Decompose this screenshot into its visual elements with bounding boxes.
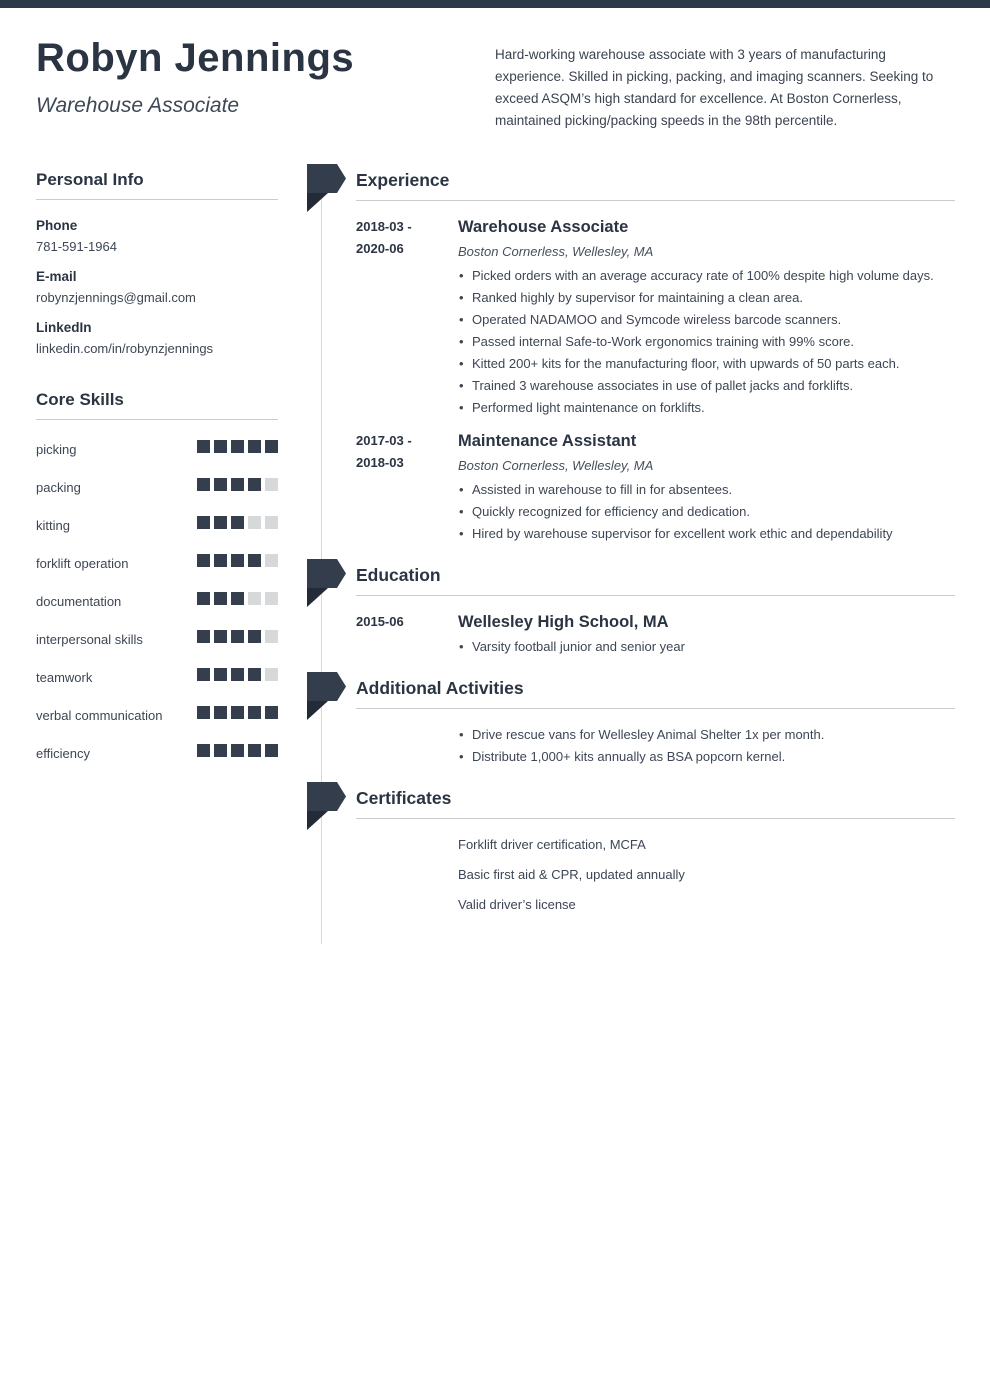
certificate-line: Forklift driver certification, MCFA (458, 837, 646, 852)
entry-date-range (356, 216, 458, 419)
entry-bullet: • Ranked highly by supervisor for maintaining a clean area. (458, 287, 955, 309)
personal-info-item (36, 218, 278, 254)
entry-date-start: 2018-03 - (356, 219, 412, 234)
skill-level-square (231, 592, 244, 605)
skill-level-indicator (197, 744, 278, 757)
entry-bullet: • Operated NADAMOO and Symcode wireless barcode scanners. (458, 309, 955, 331)
skill-label: verbal communication (36, 708, 163, 723)
skill-level-square (265, 516, 278, 529)
entry (356, 216, 955, 419)
skill-level-square (248, 554, 261, 567)
skill-level-square (265, 706, 278, 719)
entry-bullet-list (458, 479, 955, 545)
skill-level-square (265, 668, 278, 681)
skill-level-indicator (197, 592, 278, 605)
entry-bullet: • Assisted in warehouse to fill in for absentees. (458, 479, 955, 501)
entry-bullet: • Distribute 1,000+ kits annually as BSA popcorn kernel. (458, 746, 955, 768)
skill-level-indicator (197, 554, 278, 567)
entry-date-end: 2018-03 (356, 455, 404, 470)
section-flag-icon (307, 559, 347, 607)
skill-level-square (197, 440, 210, 453)
skill-level-square (231, 706, 244, 719)
skill-level-square (197, 516, 210, 529)
main-content (321, 170, 955, 944)
skill-level-square (248, 706, 261, 719)
skill-label: picking (36, 442, 77, 457)
skill-level-square (197, 478, 210, 491)
section-additional-activities (356, 678, 955, 768)
personal-info-heading: Personal Info (36, 170, 278, 200)
entry-bullet: • Quickly recognized for efficiency and dedication. (458, 501, 955, 523)
entry-bullet: • Hired by warehouse supervisor for excellent work ethic and dependability (458, 523, 955, 545)
entry-title: Warehouse Associate (458, 218, 629, 236)
entry-title: Maintenance Assistant (458, 432, 637, 450)
skill-level-square (231, 478, 244, 491)
section-heading: Additional Activities (356, 678, 955, 709)
entry-bullet: • Picked orders with an average accuracy rate of 100% despite high volume days. (458, 265, 955, 287)
personal-info-label: Phone (36, 218, 78, 233)
entry-date-start: 2015-06 (356, 614, 404, 629)
skill-row (36, 592, 278, 611)
entry-date-end: 2020-06 (356, 241, 404, 256)
entry-bullet: • Kitted 200+ kits for the manufacturing floor, with upwards of 50 parts each. (458, 353, 955, 375)
skill-row (36, 630, 278, 649)
skill-level-indicator (197, 668, 278, 681)
skill-level-square (231, 440, 244, 453)
personal-info-value: linkedin.com/in/robynzjennings (36, 341, 214, 356)
skill-label: packing (36, 480, 81, 495)
entry-bullet: • Passed internal Safe-to-Work ergonomics training with 99% score. (458, 331, 955, 353)
skill-level-square (248, 516, 261, 529)
personal-info-item (36, 320, 278, 356)
skill-label: teamwork (36, 670, 93, 685)
entry-title: Wellesley High School, MA (458, 613, 669, 631)
professional-summary: Hard-working warehouse associate with 3 years of manufacturing experience. Skilled in picking, packing, and imaging scanners. Seeking to exceed ASQM’s high standard for excellence. At Boston Cornerless, maintained picking/packing speeds in the 98th percentile. (495, 47, 934, 128)
skill-level-square (214, 478, 227, 491)
section-flag-icon (307, 782, 347, 830)
certificate-line: Valid driver’s license (458, 897, 576, 912)
skill-level-square (214, 554, 227, 567)
skill-level-square (265, 744, 278, 757)
entry-content (458, 834, 955, 924)
skill-level-square (197, 630, 210, 643)
skill-level-square (197, 706, 210, 719)
section-certificates (356, 788, 955, 924)
skill-level-indicator (197, 478, 278, 491)
skill-level-square (214, 706, 227, 719)
skill-level-square (248, 592, 261, 605)
section-body (356, 819, 955, 924)
skill-level-square (231, 744, 244, 757)
sidebar (36, 170, 278, 944)
entry-bullet: • Varsity football junior and senior year (458, 636, 955, 658)
entry-date-range (356, 430, 458, 545)
skill-level-indicator (197, 706, 278, 719)
entry (356, 724, 955, 768)
section-education (356, 565, 955, 658)
entry-date-range (356, 724, 458, 768)
skill-level-square (197, 554, 210, 567)
skill-level-square (248, 440, 261, 453)
skill-label: documentation (36, 594, 122, 609)
entry-bullet-list (458, 724, 955, 768)
entry-content (458, 611, 955, 658)
section-body (356, 709, 955, 768)
resume-header (0, 8, 990, 132)
skill-level-square (265, 440, 278, 453)
entry-bullet: • Trained 3 warehouse associates in use of pallet jacks and forklifts. (458, 375, 955, 397)
header-identity (36, 36, 476, 132)
skill-row (36, 706, 278, 725)
skill-level-indicator (197, 516, 278, 529)
skill-level-indicator (197, 630, 278, 643)
skill-level-square (265, 592, 278, 605)
personal-info-value: robynzjennings@gmail.com (36, 290, 196, 305)
section-flag-icon (307, 164, 347, 212)
top-accent-bar (0, 0, 990, 8)
entry-date-range (356, 834, 458, 924)
skill-level-square (248, 630, 261, 643)
person-job-title: Warehouse Associate (36, 94, 240, 117)
skill-level-square (231, 516, 244, 529)
skill-label: kitting (36, 518, 70, 533)
section-heading: Certificates (356, 788, 955, 819)
skill-row (36, 668, 278, 687)
section-flag-icon (307, 672, 347, 720)
skill-label: forklift operation (36, 556, 129, 571)
entry-subtitle: Boston Cornerless, Wellesley, MA (458, 244, 654, 259)
section-body (356, 201, 955, 545)
personal-info-label: E-mail (36, 269, 77, 284)
entry-bullet: • Drive rescue vans for Wellesley Animal Shelter 1x per month. (458, 724, 955, 746)
skill-level-square (265, 478, 278, 491)
skill-label: interpersonal skills (36, 632, 143, 647)
entry (356, 430, 955, 545)
skill-level-square (214, 440, 227, 453)
entry-content (458, 216, 955, 419)
skill-label: efficiency (36, 746, 90, 761)
certificate-line: Basic first aid & CPR, updated annually (458, 867, 685, 882)
section-body (356, 596, 955, 658)
skill-level-indicator (197, 440, 278, 453)
entry-bullet-list (458, 636, 955, 658)
skill-level-square (214, 516, 227, 529)
entry-date-range (356, 611, 458, 658)
person-name: Robyn Jennings (36, 36, 355, 80)
core-skills-list (36, 440, 278, 763)
skill-level-square (248, 744, 261, 757)
skill-level-square (248, 478, 261, 491)
entry (356, 611, 955, 658)
entry-content (458, 724, 955, 768)
skill-row (36, 478, 278, 497)
skill-level-square (231, 630, 244, 643)
skill-level-square (197, 744, 210, 757)
personal-info-item (36, 269, 278, 305)
skill-level-square (265, 630, 278, 643)
skill-level-square (214, 744, 227, 757)
entry-bullet: • Performed light maintenance on forklifts. (458, 397, 955, 419)
entry (356, 834, 955, 924)
section-heading: Experience (356, 170, 955, 201)
skill-row (36, 516, 278, 535)
skill-level-square (214, 592, 227, 605)
entry-content (458, 430, 955, 545)
entry-bullet-list (458, 265, 955, 419)
skill-row (36, 744, 278, 763)
personal-info-label: LinkedIn (36, 320, 92, 335)
resume-columns (0, 170, 990, 944)
core-skills-heading: Core Skills (36, 390, 278, 420)
entry-date-start: 2017-03 - (356, 433, 412, 448)
skill-level-square (214, 630, 227, 643)
skill-level-square (197, 592, 210, 605)
personal-info-list (36, 218, 278, 356)
section-experience (356, 170, 955, 545)
personal-info-value: 781-591-1964 (36, 239, 117, 254)
skill-level-square (214, 668, 227, 681)
skill-row (36, 440, 278, 459)
skill-level-square (248, 668, 261, 681)
skill-row (36, 554, 278, 573)
skill-level-square (197, 668, 210, 681)
skill-level-square (231, 668, 244, 681)
skill-level-square (265, 554, 278, 567)
section-heading: Education (356, 565, 955, 596)
skill-level-square (231, 554, 244, 567)
entry-subtitle: Boston Cornerless, Wellesley, MA (458, 458, 654, 473)
